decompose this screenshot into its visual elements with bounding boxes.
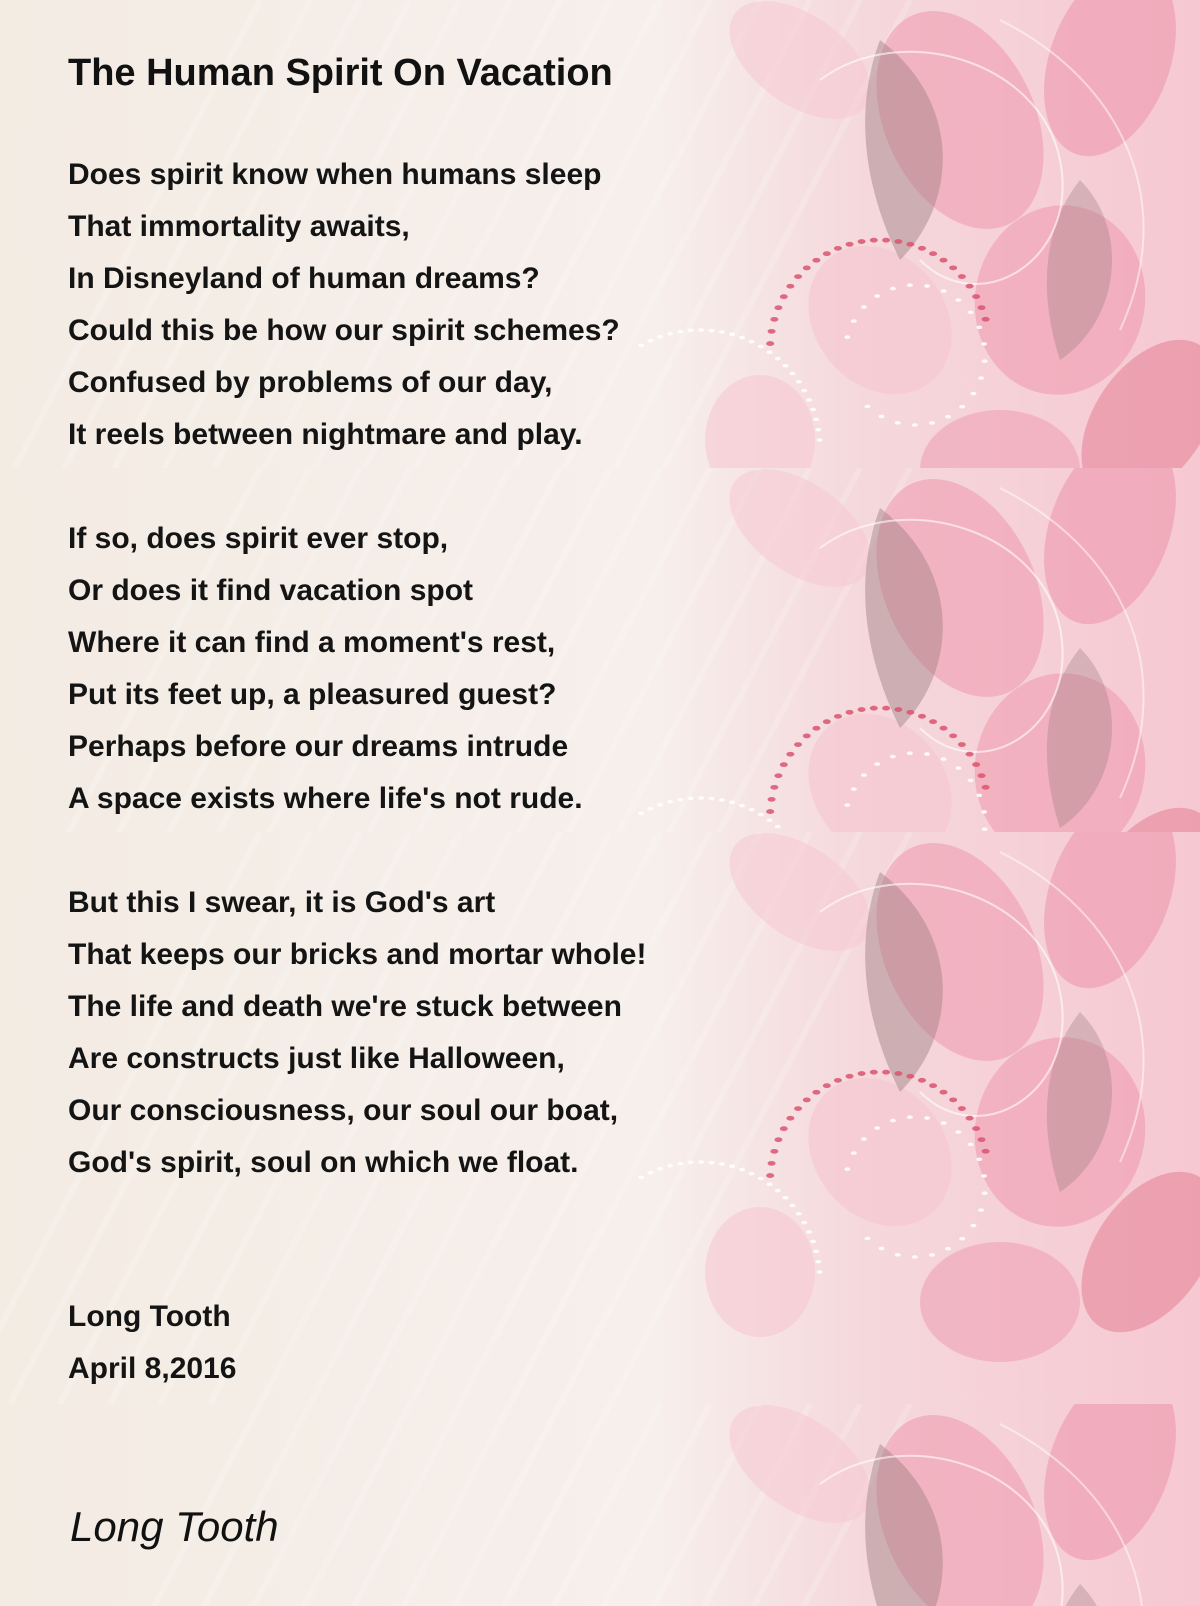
poem-line: Where it can find a moment's rest, <box>68 626 556 659</box>
poem-line: Confused by problems of our day, <box>68 366 553 399</box>
poem-line: If so, does spirit ever stop, <box>68 522 449 555</box>
poem-line: Are constructs just like Halloween, <box>68 1042 565 1075</box>
poem-line: Perhaps before our dreams intrude <box>68 730 569 763</box>
poem-line: But this I swear, it is God's art <box>68 886 496 919</box>
signoff <box>68 1291 236 1395</box>
poem-line: It reels between nightmare and play. <box>68 418 583 451</box>
poem-line: That immortality awaits, <box>68 210 410 243</box>
poem-signature: Long Tooth <box>68 1300 231 1333</box>
poem-line: God's spirit, soul on which we float. <box>68 1146 579 1179</box>
stanza-1 <box>68 149 620 461</box>
stanza-3 <box>68 877 646 1189</box>
poem-line: Or does it find vacation spot <box>68 574 474 607</box>
poem-line: That keeps our bricks and mortar whole! <box>68 938 647 971</box>
poem-line: A space exists where life's not rude. <box>68 782 583 815</box>
poem-line: Put its feet up, a pleasured guest? <box>68 678 557 711</box>
poem-line: Our consciousness, our soul our boat, <box>68 1094 619 1127</box>
poem-title: The Human Spirit On Vacation <box>68 52 613 94</box>
poem-line: Does spirit know when humans sleep <box>68 158 602 191</box>
poem-line: Could this be how our spirit schemes? <box>68 314 620 347</box>
stanza-2 <box>68 513 583 825</box>
footer-author-name: Long Tooth <box>70 1503 279 1550</box>
poem-line: In Disneyland of human dreams? <box>68 262 540 295</box>
poem-line: The life and death we're stuck between <box>68 990 622 1023</box>
poem-date: April 8,2016 <box>68 1352 237 1385</box>
